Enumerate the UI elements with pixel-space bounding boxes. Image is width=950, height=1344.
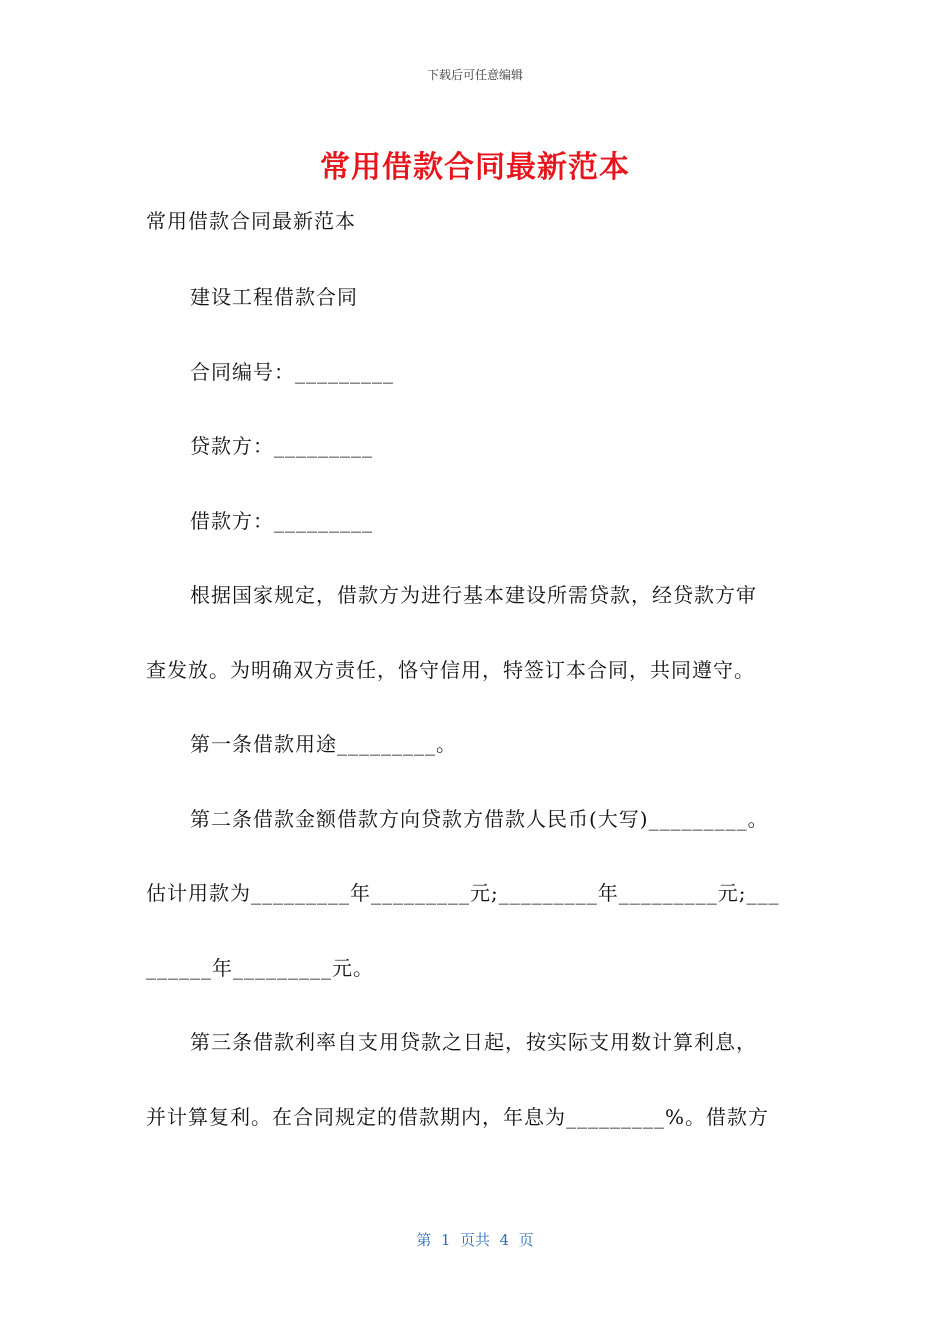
borrower-line: 借款方：_________ [190, 509, 373, 533]
contract-number-line: 合同编号：_________ [190, 360, 394, 384]
preamble-line-2: 查发放。为明确双方责任，恪守信用，特签订本合同，共同遵守。 [146, 658, 755, 682]
article-2-line: 第二条借款金额借款方向贷款方借款人民币(大写)_________。 [190, 807, 769, 831]
article-2-schedule-line-1: 估计用款为_________年_________元;_________年_________元;___ [146, 881, 780, 905]
lender-line: 贷款方：_________ [190, 434, 373, 458]
document-title: 常用借款合同最新范本 [320, 150, 630, 185]
article-1-line: 第一条借款用途_________。 [190, 732, 457, 756]
article-3-line-1: 第三条借款利率自支用贷款之日起，按实际支用数计算利息， [190, 1030, 757, 1054]
article-2-schedule-line-2: ______年_________元。 [146, 956, 374, 980]
intro-title-line: 常用借款合同最新范本 [146, 209, 356, 233]
article-3-line-2: 并计算复利。在合同规定的借款期内，年息为_________%。借款方 [146, 1105, 770, 1129]
preamble-line-1: 根据国家规定，借款方为进行基本建设所需贷款，经贷款方审 [190, 583, 757, 607]
contract-name-line: 建设工程借款合同 [190, 285, 358, 309]
page-header-note: 下载后可任意编辑 [426, 68, 523, 82]
page-footer-pagination: 第 1 页共 4 页 [416, 1231, 534, 1249]
